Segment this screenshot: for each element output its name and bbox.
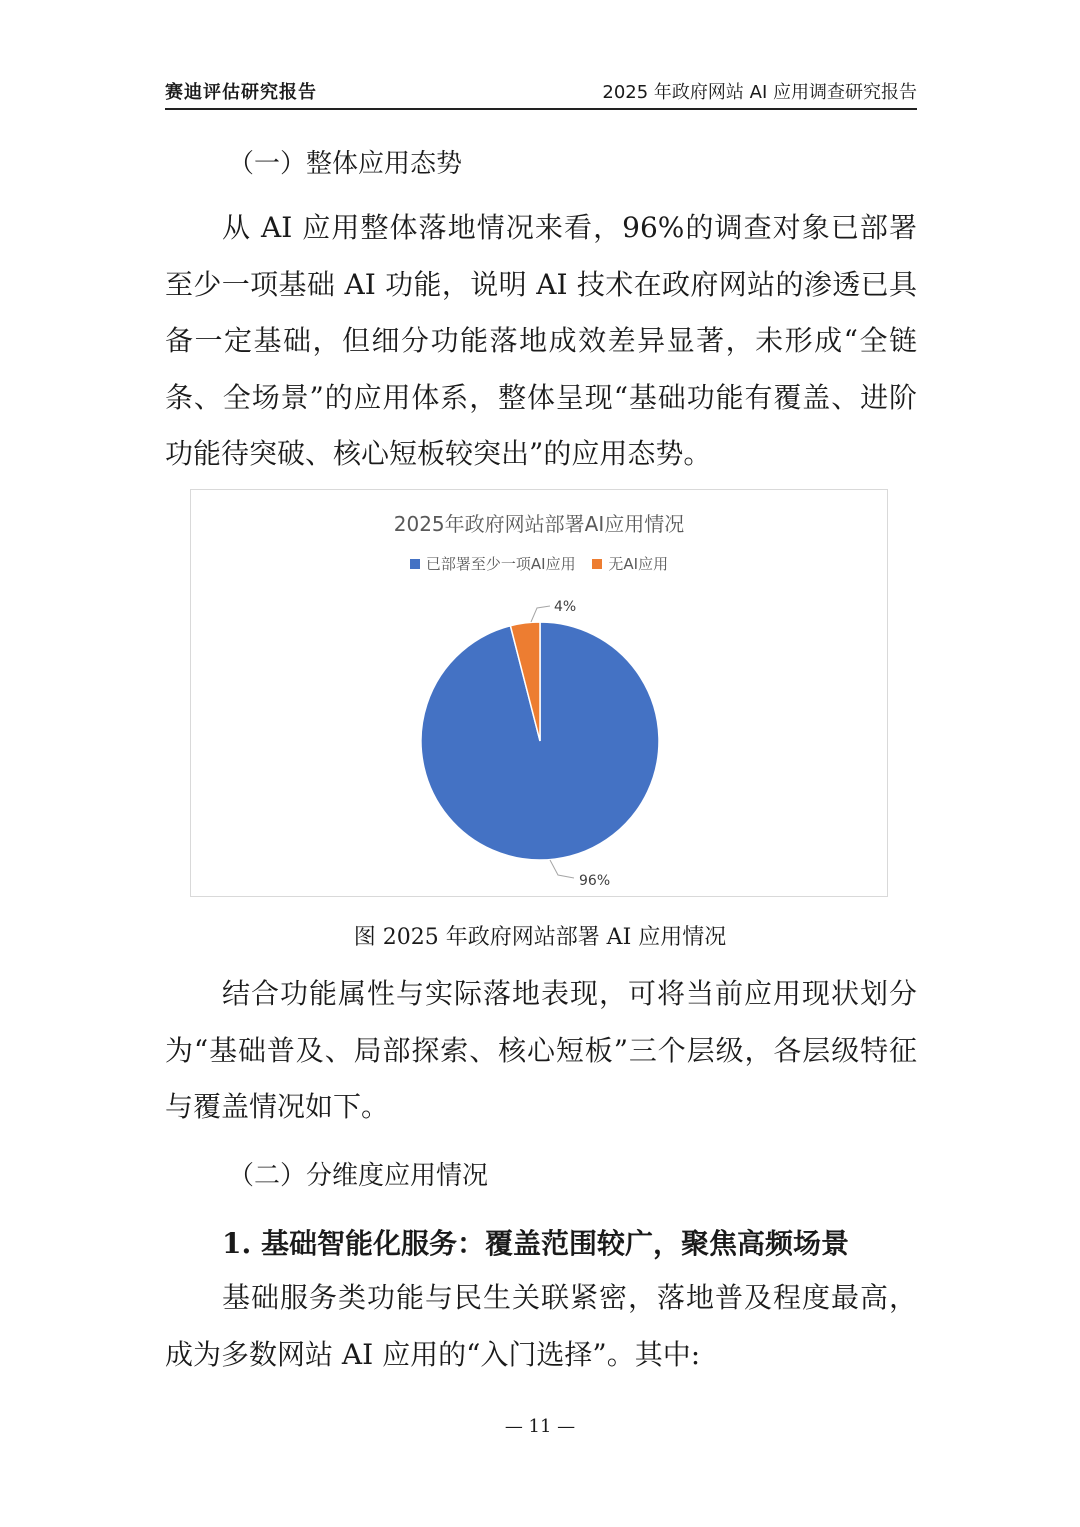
subsection-heading-basic-services: 1. 基础智能化服务：覆盖范围较广，聚焦高频场景 (222, 1227, 849, 1260)
section-heading-overall: （一）整体应用态势 (228, 149, 463, 179)
legend-label-none: 无AI应用 (608, 555, 669, 573)
header-report-series: 赛迪评估研究报告 (165, 82, 317, 103)
figure-caption: 图 2025 年政府网站部署 AI 应用情况 (353, 925, 727, 950)
page-number: — 11 — (504, 1416, 576, 1437)
pie-chart-panel (190, 489, 888, 897)
data-label-deployed: 96% (579, 873, 611, 889)
page-header (165, 76, 917, 110)
paragraph-basic-services: 基础服务类功能与民生关联紧密，落地普及程度最高，成为多数网站 AI 应用的“入门选择”。其中: (165, 1281, 917, 1371)
paragraph-overall: 从 AI 应用整体落地情况来看，96%的调查对象已部署至少一项基础 AI 功能，说明 AI 技术在政府网站的渗透已具备一定基础，但细分功能落地成效差异显著，未形成“全链条、全场景”的应用体系，整体呈现“基础功能有覆盖、进阶功能待突破、核心短板较突出”的应用态势。 (165, 211, 917, 470)
pie-chart-svg (191, 490, 889, 898)
paragraph-levels: 结合功能属性与实际落地表现，可将当前应用现状划分为“基础普及、局部探索、核心短板”三个层级，各层级特征与覆盖情况如下。 (165, 977, 917, 1123)
legend-label-deployed: 已部署至少一项AI应用 (425, 555, 576, 573)
data-label-none: 4% (554, 599, 577, 615)
header-report-title: 2025 年政府网站 AI 应用调查研究报告 (602, 82, 917, 103)
section-heading-dimensions: （二）分维度应用情况 (228, 1161, 489, 1191)
leader-line-none (531, 606, 550, 622)
leader-line-deployed (550, 860, 574, 878)
chart-title: 2025年政府网站部署AI应用情况 (393, 512, 685, 536)
